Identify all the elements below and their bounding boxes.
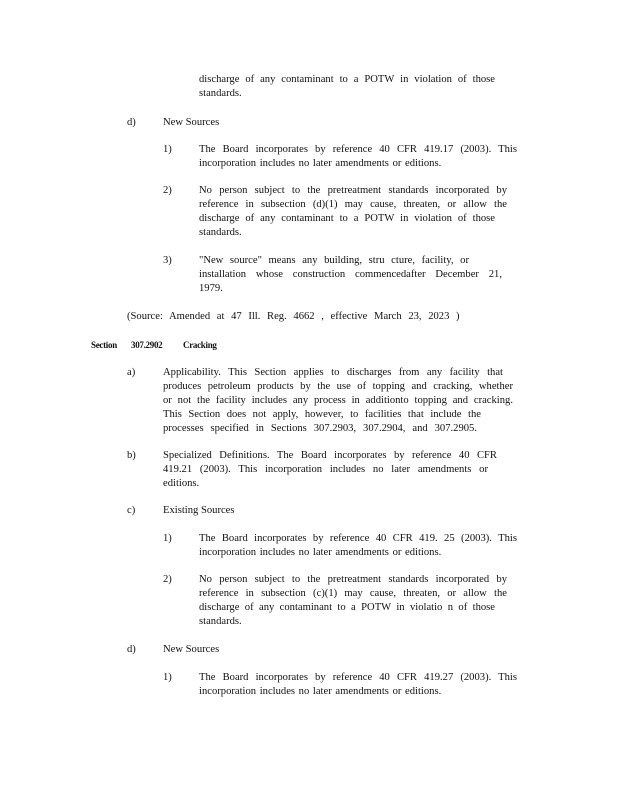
text-line: The Board incorporates by reference 40 CFR 419.27 (2003). This xyxy=(199,672,517,683)
text-line: editions. xyxy=(163,478,200,489)
subsection-title: New Sources xyxy=(163,117,220,128)
continuation-paragraph xyxy=(199,73,495,101)
item-text xyxy=(199,532,517,560)
subsection-text xyxy=(163,449,497,491)
text-line: No person subject to the pretreatment standards incorporated by xyxy=(199,574,507,585)
section-label: Section xyxy=(91,340,117,350)
subsection-label: a) xyxy=(127,367,136,378)
subsection-label: d) xyxy=(127,644,136,655)
text-line: "New source" means any building, stru cture, facility, or xyxy=(199,255,469,266)
text-line: standards. xyxy=(199,616,242,627)
item-text xyxy=(199,184,507,240)
subsection-label: c) xyxy=(127,505,136,516)
text-line: No person subject to the pretreatment standards incorporated by xyxy=(199,185,507,196)
text-line: Specialized Definitions. The Board incorporates by reference 40 CFR xyxy=(163,450,497,461)
text-line: reference in subsection (d)(1) may cause, threaten, or allow the xyxy=(199,199,507,210)
text-line: incorporation includes no later amendments or editions. xyxy=(199,547,442,558)
text-line: 419.21 (2003). This incorporation includes no later amendments or xyxy=(163,464,488,475)
text-line: installation whose construction commencedafter December 21, xyxy=(199,269,502,280)
text-line: processes specified in Sections 307.2903, 307.2904, and 307.2905. xyxy=(163,423,477,434)
item-number: 1) xyxy=(163,533,172,544)
text-line: This Section does not apply, however, to facilities that include the xyxy=(163,409,481,420)
item-number: 2) xyxy=(163,574,172,585)
item-text xyxy=(199,573,507,629)
item-number: 1) xyxy=(163,144,172,155)
section-title: Cracking xyxy=(183,340,217,350)
subsection-label: d) xyxy=(127,117,136,128)
text-line: The Board incorporates by reference 40 CFR 419. 25 (2003). This xyxy=(199,533,517,544)
section-number: 307.2902 xyxy=(131,340,163,350)
subsection-text xyxy=(163,366,513,436)
text-line: discharge of any contaminant to a POTW in violation of those xyxy=(199,213,495,224)
source-note: (Source: Amended at 47 Ill. Reg. 4662 , effective March 23, 2023 ) xyxy=(127,311,460,322)
subsection-title: Existing Sources xyxy=(163,505,235,516)
text-line: The Board incorporates by reference 40 CFR 419.17 (2003). This xyxy=(199,144,517,155)
item-number: 1) xyxy=(163,672,172,683)
text-line: standards. xyxy=(199,88,242,99)
item-text xyxy=(199,143,517,171)
text-line: discharge of any contaminant to a POTW in violatio n of those xyxy=(199,602,495,613)
text-line: incorporation includes no later amendments or editions. xyxy=(199,686,442,697)
item-number: 2) xyxy=(163,185,172,196)
subsection-title: New Sources xyxy=(163,644,220,655)
text-line: standards. xyxy=(199,227,242,238)
text-line: reference in subsection (c)(1) may cause, threaten, or allow the xyxy=(199,588,507,599)
item-text xyxy=(199,254,502,296)
text-line: or not the facility includes any process in additionto topping and cracking. xyxy=(163,395,513,406)
subsection-label: b) xyxy=(127,450,136,461)
item-text xyxy=(199,671,517,699)
text-line: discharge of any contaminant to a POTW in violation of those xyxy=(199,74,495,85)
item-number: 3) xyxy=(163,255,172,266)
text-line: 1979. xyxy=(199,283,223,294)
text-line: incorporation includes no later amendments or editions. xyxy=(199,158,442,169)
text-line: Applicability. This Section applies to discharges from any facility that xyxy=(163,367,503,378)
text-line: produces petroleum products by the use of topping and cracking, whether xyxy=(163,381,513,392)
